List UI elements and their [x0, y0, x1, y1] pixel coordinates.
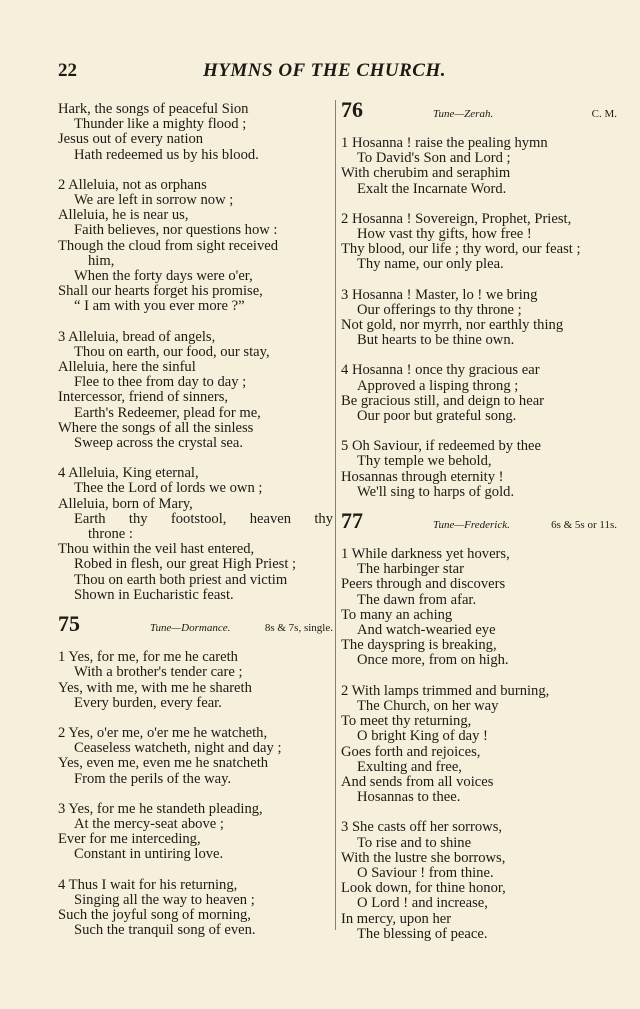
verse-line: 3 Yes, for me he standeth pleading, [58, 800, 263, 817]
hymn-tune: Tune—Frederick. [433, 519, 510, 532]
verse-line: How vast thy gifts, how free ! [357, 226, 532, 243]
hymn76-stanza-5 [341, 439, 617, 500]
verse-line: Faith believes, nor questions how : [74, 222, 278, 239]
hymn-number: 77 [341, 508, 363, 534]
hymn75-heading [58, 611, 333, 642]
hymn76-stanza-4 [341, 363, 617, 424]
verse-line: Shall our hearts forget his promise, [58, 283, 263, 300]
verse-line: Hath redeemed us by his blood. [74, 146, 259, 163]
verse-line: Flee to thee from day to day ; [74, 374, 247, 391]
verse-line: Our poor but grateful song. [357, 408, 517, 425]
verse-line: The harbinger star [357, 561, 464, 578]
verse-line: Though the cloud from sight received [58, 237, 279, 254]
hymn74-stanza-continued [58, 102, 333, 163]
verse-line: Look down, for thine honor, [341, 880, 506, 897]
verse-line: Hosannas through eternity ! [341, 468, 504, 485]
verse-line: 2 With lamps trimmed and burning, [341, 682, 550, 699]
verse-line: Peers through and discovers [341, 576, 506, 593]
verse-line: Thou on earth, our food, our stay, [74, 343, 270, 360]
verse-line: With the lustre she borrows, [341, 849, 506, 866]
verse-line: O Lord ! and increase, [357, 895, 488, 912]
verse-line: Every burden, every fear. [74, 694, 222, 711]
verse-line: To rise and to shine [357, 834, 472, 851]
verse-line: With cherubim and seraphim [341, 165, 511, 182]
verse-line: Exalt the Incarnate Word. [357, 180, 507, 197]
verse-line: Constant in untiring love. [74, 846, 224, 863]
verse-line: Hosannas to thee. [357, 789, 461, 806]
verse-line: To many an aching [341, 606, 453, 623]
verse-line: Earth's Redeemer, plead for me, [74, 404, 261, 421]
verse-line: Jesus out of every nation [58, 131, 204, 148]
verse-line: Thou within the veil hast entered, [58, 541, 255, 558]
verse-line: O Saviour ! from thine. [357, 864, 494, 881]
verse-line: In mercy, upon her [341, 910, 452, 927]
hymn-meter: C. M. [591, 108, 617, 120]
left-column [58, 102, 333, 953]
verse-line: 3 She casts off her sorrows, [341, 819, 503, 836]
verse-line: 1 Yes, for me, for me he careth [58, 649, 238, 666]
verse-line: Thou on earth both priest and victim [74, 571, 288, 588]
verse-line: Ever for me interceding, [58, 831, 201, 848]
verse-line: Alleluia, born of Mary, [58, 495, 193, 512]
verse-line: Sweep across the crystal sea. [74, 435, 243, 452]
hymn76-stanza-2 [341, 212, 617, 273]
verse-line: 2 Yes, o'er me, o'er me he watcheth, [58, 724, 268, 741]
hymn-tune: Tune—Dormance. [150, 622, 231, 635]
verse-line: Exulting and free, [357, 758, 462, 775]
verse-line: Such the tranquil song of even. [74, 922, 256, 939]
verse-line: Where the songs of all the sinless [58, 419, 254, 436]
hymn76-heading [341, 97, 617, 128]
page-number: 22 [58, 60, 77, 81]
hymn75-stanza-3 [58, 802, 333, 863]
running-title: HYMNS OF THE CHURCH. [203, 60, 446, 81]
verse-line: Alleluia, here the sinful [58, 359, 196, 376]
verse-line: Yes, with me, with me he shareth [58, 679, 252, 696]
hymn77-stanza-2 [341, 684, 617, 806]
verse-line: The blessing of peace. [357, 925, 488, 942]
verse-line: When the forty days were o'er, [74, 268, 253, 285]
hymn74-stanza-3 [58, 330, 333, 452]
verse-line: 1 While darkness yet hovers, [341, 546, 510, 563]
hymn74-stanza-4 [58, 466, 333, 603]
verse-line: O bright King of day ! [357, 728, 488, 745]
verse-line: Once more, from on high. [357, 652, 509, 669]
verse-line: 2 Hosanna ! Sovereign, Prophet, Priest, [341, 210, 572, 227]
verse-line: “ I am with you ever more ?” [74, 298, 245, 315]
verse-line: 4 Thus I wait for his returning, [58, 876, 238, 893]
verse-line: To David's Son and Lord ; [357, 150, 511, 167]
verse-line: The dayspring is breaking, [341, 637, 497, 654]
hymn-tune: Tune—Zerah. [433, 108, 494, 120]
hymn76-stanza-1 [341, 136, 617, 197]
hymn77-stanza-1 [341, 547, 617, 669]
verse-line: Approved a lisping throng ; [357, 377, 519, 394]
hymn76-stanza-3 [341, 288, 617, 349]
verse-line: Our offerings to thy throne ; [357, 301, 522, 318]
hymn75-stanza-1 [58, 650, 333, 711]
verse-line: Thy blood, our life ; thy word, our feast ; [341, 241, 581, 258]
verse-line: The Church, on her way [357, 697, 499, 714]
hymn77-heading [341, 508, 617, 539]
verse-line: We are left in sorrow now ; [74, 192, 234, 209]
verse-line: Hark, the songs of peaceful Sion [58, 101, 249, 117]
verse-line: 1 Hosanna ! raise the pealing hymn [341, 135, 548, 151]
hymn77-stanza-3 [341, 820, 617, 942]
verse-line: 4 Alleluia, King eternal, [58, 465, 199, 482]
verse-line: throne : [88, 526, 133, 543]
hymn-number: 76 [341, 97, 363, 122]
verse-line: From the perils of the way. [74, 770, 232, 787]
hymn74-stanza-2 [58, 178, 333, 315]
hymn75-stanza-4 [58, 878, 333, 939]
verse-line: 2 Alleluia, not as orphans [58, 176, 207, 193]
hymn75-stanza-2 [58, 726, 333, 787]
right-column [341, 97, 617, 957]
verse-line: But hearts to be thine own. [357, 332, 515, 349]
hymn-number: 75 [58, 611, 80, 637]
verse-line: Be gracious still, and deign to hear [341, 392, 545, 409]
verse-line: Such the joyful song of morning, [58, 906, 251, 923]
hymn-meter: 6s & 5s or 11s. [551, 519, 617, 532]
verse-line: And watch-wearied eye [357, 622, 496, 639]
verse-line: Shown in Eucharistic feast. [74, 586, 234, 603]
verse-line: With a brother's tender care ; [74, 664, 243, 681]
verse-line: The dawn from afar. [357, 591, 477, 608]
verse-line: We'll sing to harps of gold. [357, 483, 515, 500]
verse-line: Thy temple we behold, [357, 453, 492, 470]
verse-line: Singing all the way to heaven ; [74, 891, 255, 908]
verse-line: Intercessor, friend of sinners, [58, 389, 229, 406]
verse-line: Thee the Lord of lords we own ; [74, 480, 263, 497]
verse-line: 4 Hosanna ! once thy gracious ear [341, 362, 540, 379]
verse-line: 3 Hosanna ! Master, lo ! we bring [341, 286, 538, 303]
running-head [58, 60, 578, 84]
verse-line: Not gold, nor myrrh, nor earthly thing [341, 317, 564, 334]
verse-line: 5 Oh Saviour, if redeemed by thee [341, 438, 542, 455]
verse-line: Ceaseless watcheth, night and day ; [74, 740, 282, 757]
verse-line: Earth thy footstool, heaven thy [74, 510, 333, 527]
verse-line: Robed in flesh, our great High Priest ; [74, 556, 297, 573]
verse-line: Thy name, our only plea. [357, 256, 504, 273]
verse-line: And sends from all voices [341, 773, 494, 790]
verse-line: Alleluia, he is near us, [58, 207, 189, 224]
verse-line: Thunder like a mighty flood ; [74, 116, 247, 133]
verse-line: At the mercy-seat above ; [74, 815, 224, 832]
verse-line: Goes forth and rejoices, [341, 743, 481, 760]
verse-line: Yes, even me, even me he snatcheth [58, 755, 269, 772]
hymn-meter: 8s & 7s, single. [264, 622, 333, 635]
verse-line: 3 Alleluia, bread of angels, [58, 328, 216, 345]
column-divider [335, 100, 336, 930]
verse-line: To meet thy returning, [341, 713, 472, 730]
verse-line: him, [88, 252, 115, 269]
